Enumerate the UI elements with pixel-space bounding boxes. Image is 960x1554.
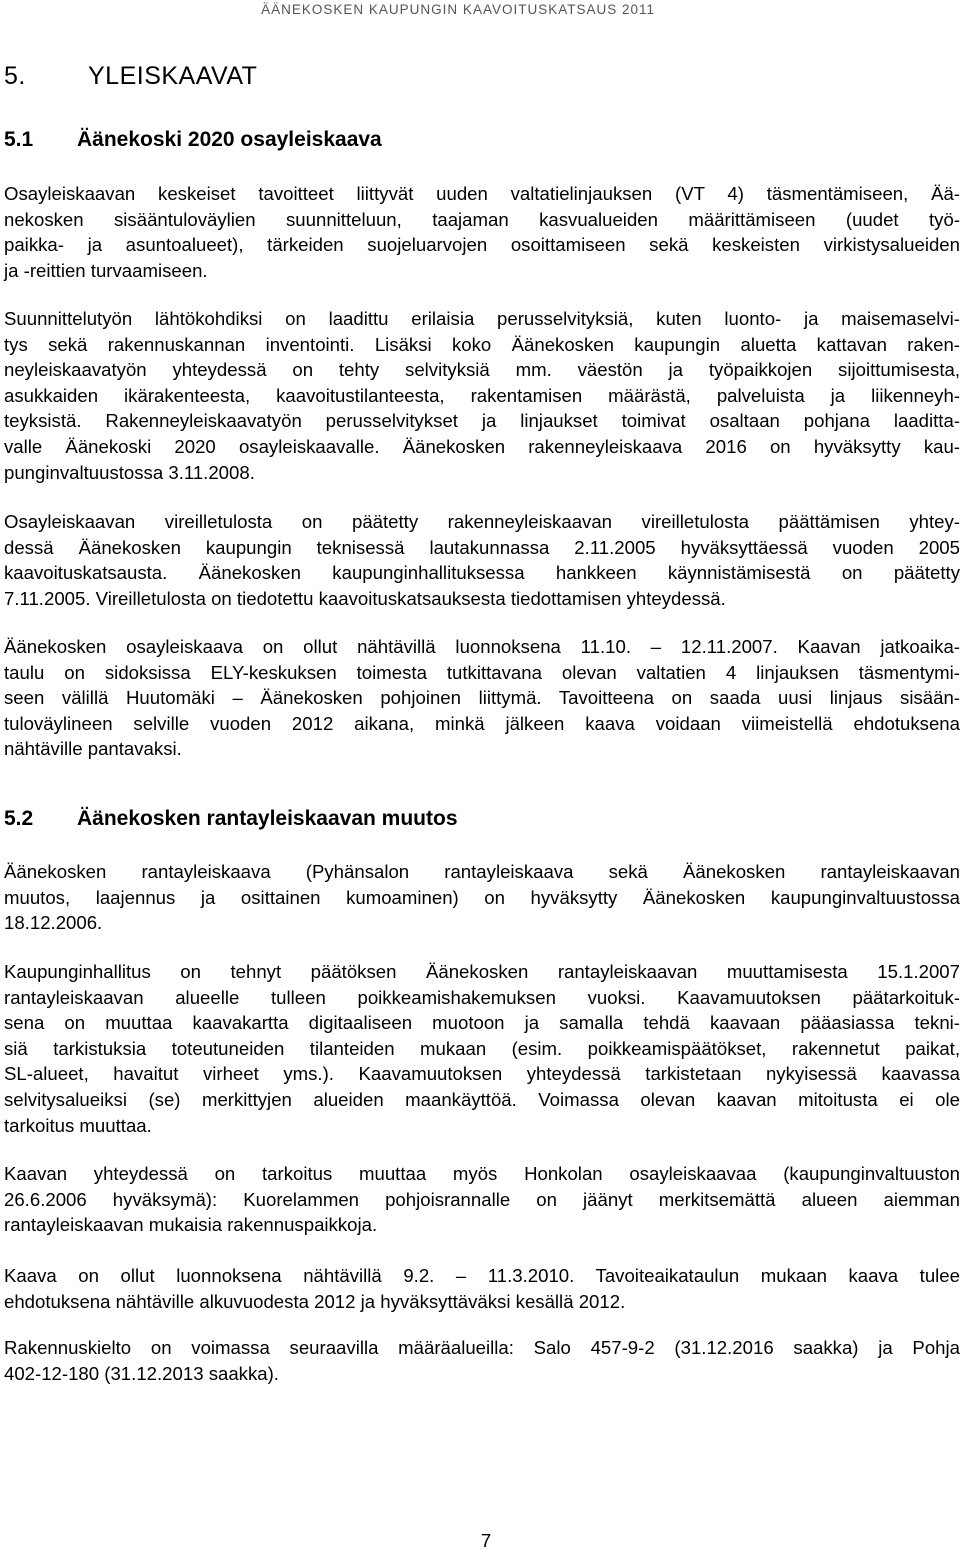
paragraph bbox=[4, 1263, 960, 1314]
text-line: Kaava on ollut luonnoksena nähtävillä 9.2. – 11.3.2010. Tavoiteaikataulun mukaan kaava tulee bbox=[4, 1265, 960, 1286]
section-title: Äänekosken rantayleiskaavan muutos bbox=[77, 807, 458, 830]
paragraph bbox=[4, 1161, 960, 1238]
text-line: seen välillä Huutomäki – Äänekosken pohjoinen liittymä. Tavoitteena on saada uusi linjaus sisään- bbox=[4, 687, 960, 709]
section-title: Äänekoski 2020 osayleiskaava bbox=[77, 128, 382, 151]
text-line: sena on muuttaa kaavakartta digitaaliseen muotoon ja samalla tehdä kaavaan pääasiassa tekni- bbox=[4, 1012, 960, 1034]
section-heading bbox=[4, 807, 458, 831]
chapter-heading bbox=[4, 62, 257, 91]
paragraph bbox=[4, 959, 960, 1138]
text-line: paikka- ja asuntoalueet), tärkeiden suojeluarvojen osoittamiseen sekä keskeisten virkistysalueiden bbox=[4, 234, 960, 256]
text-line: taulu on sidoksissa ELY-keskuksen toimesta tutkittavana olevan valtatien 4 linjauksen täsmentymi- bbox=[4, 661, 960, 683]
text-line: nähtäville pantavaksi. bbox=[4, 738, 182, 760]
section-number: 5.1 bbox=[4, 128, 34, 151]
text-line: rantayleiskaavan alueelle tulleen poikkeamishakemuksen vuoksi. Kaavamuutoksen päätarkoituk- bbox=[4, 986, 960, 1008]
text-line: tarkoitus muuttaa. bbox=[4, 1114, 152, 1136]
paragraph bbox=[4, 181, 960, 283]
text-line: ehdotuksena nähtäville alkuvuodesta 2012 ja hyväksyttäväksi kesällä 2012. bbox=[4, 1290, 626, 1312]
text-line: teyksistä. Rakenneyleiskaavatyön perusselvitykset ja linjaukset toimivat osaltaan pohjana laaditta- bbox=[4, 410, 960, 432]
page-number: 7 bbox=[480, 1530, 492, 1551]
text-line: Rakennuskielto on voimassa seuraavilla määräalueilla: Salo 457-9-2 (31.12.2016 saakka) ja Pohja bbox=[4, 1337, 960, 1358]
text-line: Äänekosken osayleiskaava on ollut nähtävillä luonnoksena 11.10. – 12.11.2007. Kaavan jatkoaika- bbox=[4, 636, 960, 657]
text-line: valle Äänekoski 2020 osayleiskaavalle. Äänekosken rakenneyleiskaava 2016 on hyväksytty kau- bbox=[4, 435, 960, 457]
text-line: muutos, laajennus ja osittainen kumoaminen) on hyväksytty Äänekosken kaupunginvaltuustossa bbox=[4, 886, 960, 908]
text-line: 26.6.2006 hyväksymä): Kuorelammen pohjoisrannalle on jäänyt merkitsemättä alueen aiemman bbox=[4, 1188, 960, 1210]
chapter-title: YLEISKAAVAT bbox=[88, 62, 258, 90]
text-line: 18.12.2006. bbox=[4, 912, 103, 934]
text-line: Kaupunginhallitus on tehnyt päätöksen Äänekosken rantayleiskaavan muuttamisesta 15.1.2007 bbox=[4, 961, 960, 982]
section-heading bbox=[4, 128, 382, 152]
text-line: Osayleiskaavan keskeiset tavoitteet liittyvät uuden valtatielinjauksen (VT 4) täsmentämiseen, Ää- bbox=[4, 183, 960, 204]
paragraph bbox=[4, 509, 960, 611]
paragraph bbox=[4, 634, 960, 762]
text-line: nekosken sisääntuloväylien suunnitteluun, taajaman kasvualueiden määrittämiseen (uudet työ- bbox=[4, 208, 960, 230]
text-line: tuloväylineen selville vuoden 2012 aikana, minkä jälkeen kaava voidaan viimeistellä ehdotuksena bbox=[4, 712, 960, 734]
text-line: 7.11.2005. Vireilletulosta on tiedotettu kaavoituskatsauksesta tiedottamisen yhteydessä. bbox=[4, 587, 726, 609]
text-line: ja -reittien turvaamiseen. bbox=[4, 259, 208, 281]
chapter-number: 5. bbox=[4, 62, 26, 90]
text-line: kaavoituskatsausta. Äänekosken kaupunginhallituksessa hankkeen käynnistämisestä on päätetty bbox=[4, 562, 960, 584]
text-line: SL-alueet, havaitut virheet yms.). Kaavamuutoksen yhteydessä tarkistetaan nykyisessä kaavassa bbox=[4, 1063, 960, 1085]
text-line: siä tarkistuksia toteutuneiden tilanteiden mukaan (esim. poikkeamispäätökset, rakennetut paikat, bbox=[4, 1037, 960, 1059]
text-line: Kaavan yhteydessä on tarkoitus muuttaa myös Honkolan osayleiskaavaa (kaupunginvaltuuston bbox=[4, 1163, 960, 1184]
text-line: Osayleiskaavan vireilletulosta on päätetty rakenneyleiskaavan vireilletulosta päättämisen yhtey- bbox=[4, 511, 960, 532]
text-line: dessä Äänekosken kaupungin teknisessä lautakunnassa 2.11.2005 hyväksyttäessä vuoden 2005 bbox=[4, 536, 960, 558]
text-line: neyleiskaavatyön yhteydessä on tehty selvityksiä mm. väestön ja työpaikkojen sijoittumisesta, bbox=[4, 359, 960, 381]
text-line: rantayleiskaavan mukaisia rakennuspaikkoja. bbox=[4, 1214, 378, 1236]
section-number: 5.2 bbox=[4, 807, 34, 830]
text-line: 402-12-180 (31.12.2013 saakka). bbox=[4, 1362, 279, 1384]
text-line: Suunnittelutyön lähtökohdiksi on laadittu erilaisia perusselvityksiä, kuten luonto- ja maisemaselvi- bbox=[4, 308, 960, 329]
paragraph bbox=[4, 859, 960, 936]
text-line: punginvaltuustossa 3.11.2008. bbox=[4, 461, 255, 483]
paragraph bbox=[4, 306, 960, 485]
text-line: Äänekosken rantayleiskaava (Pyhänsalon rantayleiskaava sekä Äänekosken rantayleiskaavan bbox=[4, 861, 960, 882]
paragraph bbox=[4, 1335, 960, 1386]
running-header: ÄÄNEKOSKEN KAUPUNGIN KAAVOITUSKATSAUS 2011 bbox=[261, 2, 655, 17]
text-line: selvitysalueiksi (se) merkittyjen alueiden maankäyttöä. Voimassa olevan kaavan mitoitusta ei ole bbox=[4, 1088, 960, 1110]
text-line: asukkaiden ikärakenteesta, kaavoitustilanteesta, rakentamisen määrästä, palveluista ja liikenneyh- bbox=[4, 384, 960, 406]
text-line: tys sekä rakennuskannan inventointi. Lisäksi koko Äänekosken kaupungin aluetta kattavan raken- bbox=[4, 333, 960, 355]
